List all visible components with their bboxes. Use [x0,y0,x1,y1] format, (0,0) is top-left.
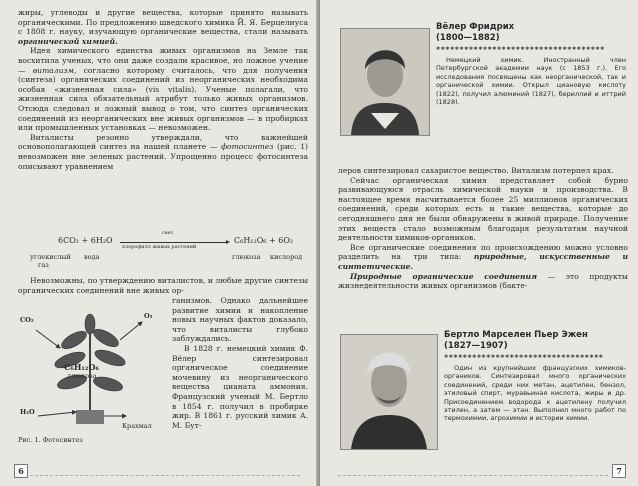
bio1-text-block [436,56,626,106]
fig-label-formula: C₆H₁₂O₆ [64,362,99,372]
left-side-text [172,296,308,430]
eq-condition-chlorophyll: хлорофилл живых растений [122,244,197,250]
right-para-2: Сейчас органическая химия представляет собой бурно развивающуюся отрасль химической науки и производства. В настоящее время насчитывается более 25 миллионов органических соединений, среди которых есть и такие вещества, которые до сегодняшнего дня не были обнаружены в живой природе. Получение этих веществ стало возможным благодаря результатам научной деятельности химиков-органиков. [338,175,628,243]
eq-label-oxygen: кислород [270,253,303,261]
bio2-divider: ✱✱✱✱✱✱✱✱✱✱✱✱✱✱✱✱✱✱✱✱✱✱✱✱✱✱✱✱✱✱✱✱✱✱ [444,354,604,360]
page-footer-line-right [338,475,608,482]
bio1-text: Немецкий химик. Иностранный член Петербургской академии наук (с 1853 г.). Его исследования посвящены как неорганической, так и органической химии. Открыл циановую кислоту (1822), получил алюминий (1827), бериллий и иттрий (1828). [436,56,626,107]
eq-arrow [120,242,228,243]
eq-label-water: вода [84,253,100,261]
term-photosynthesis: фотосинтез [221,142,274,152]
bio2-years: (1827—1907) [444,341,508,351]
bio2-name: Бертло Марселен Пьер Эжен [444,330,588,340]
right-para-1: леров синтезировал сахаристое вещество. Витализм потерпел крах. [338,166,614,175]
eq-label-gas: газ [38,261,49,269]
fig-label-starch: Крахмал [122,422,152,430]
right-para-4-rest: — это продукты жизнедеятельности живых организмов (бакте- [338,271,628,291]
term-three-types: природные, искусственные и синтетические. [338,252,628,271]
left-para-1: жиры, углеводы и другие вещества, которые принято называть органическими. По предложению шведского химика Й. Я. Берцелиуса с 1808 г. науку, изучающую органические вещества, стали называть [18,8,308,37]
right-text-main [338,166,628,291]
left-para-2: Идея химического единства живых организмов на Земле так восхитила ученых, что они даже создали красивое, но ложное учение — [18,46,308,75]
portrait-berthelot [340,334,438,450]
fig-label-glucose: глюкоза [68,372,97,380]
bio1-divider: ✱✱✱✱✱✱✱✱✱✱✱✱✱✱✱✱✱✱✱✱✱✱✱✱✱✱✱✱✱✱✱✱✱✱✱✱ [436,46,605,52]
page-number-right: 7 [612,464,626,478]
page-footer-line [30,475,300,482]
fig-label-o2: O₂ [144,312,153,320]
portrait-wohler-image [341,29,429,135]
left-para-3-rest: (рис. 1) невозможен вне зеленых растений. Упрощенно процесс фотосинтеза описывают уравнением [18,142,308,171]
eq-label-glucose: глюкоза [232,253,261,261]
eq-products: C₆H₁₂O₆ + 6O₂ [234,236,294,245]
figure-photosynthesis [16,300,164,430]
term-vitalism: витализм, [32,65,77,75]
fig-label-h2o: H₂O [20,408,35,416]
portrait-berthelot-image [341,335,437,449]
left-para-4-block [18,276,308,295]
bio2-text: Один из крупнейших французских химиков-органиков. Синтезировал много органических соединений, среди них метан, ацетилен, бензол, этиловый спирт, муравьиная кислота, жиры и др. Присоединением водорода к ацетилену получил этилен, а затем — этан. Выполнил много работ по термохимии, агрохимии и истории химии. [444,364,626,423]
fig-label-co2: CO₂ [20,316,34,324]
left-para-3: Виталисты резонно утверждали, что важнейшей основополагающей синтез на нашей планете — [18,132,308,152]
right-para-3: Все органические соединения по происхождению можно условно разделить на три типа: [338,242,628,262]
left-para-2-rest: согласно которому считалось, что для получения (синтеза) органических соединений из неорганических необходима особая «жизненная сила» (vis vitalis). Ученые полагали, что жизненная сила обязательный атрибут только живых организмов. Отсюда следовал и ложный вывод о том, что синтез органических соединений из неорганических вне живых организмов — в пробирках или промышленных установках — невозможен. [18,65,308,133]
eq-label-co2: углекислый [30,253,71,261]
left-side-para-2: В 1828 г. немецкий химик Ф. Вёлер синтезировал органическое соединение мочевину из неорганического вещества цианата аммония. Французский ученый М. Бертло в 1854 г. получил в пробирке жир. В 1861 г. русский химик А. М. Бут- [172,343,308,430]
page-number-left: 6 [14,464,28,478]
right-page [320,0,638,486]
bio1-years: (1800—1882) [436,33,500,43]
figure-caption: Рис. 1. Фотосинтез [18,436,83,444]
bio2-text-block [444,364,626,423]
bio1-name: Вёлер Фридрих [436,22,515,32]
eq-reactants: 6CO₂ + 6H₂O [58,236,113,245]
left-side-para-1: ганизмов. Однако дальнейшее развитие химии и накопление новых научных фактов доказало, что виталисты глубоко заблуждались. [172,296,308,344]
left-page [0,0,318,486]
left-para-4: Невозможны, по утверждению виталистов, и любые другие синтезы органических соединений вне живых ор- [18,276,308,295]
left-text-top [18,8,308,171]
term-organic-chemistry: органической химией. [18,36,118,46]
term-natural-compounds: Природные органические соединения [350,271,538,281]
portrait-wohler [340,28,430,136]
eq-condition-light: свет [162,230,174,236]
